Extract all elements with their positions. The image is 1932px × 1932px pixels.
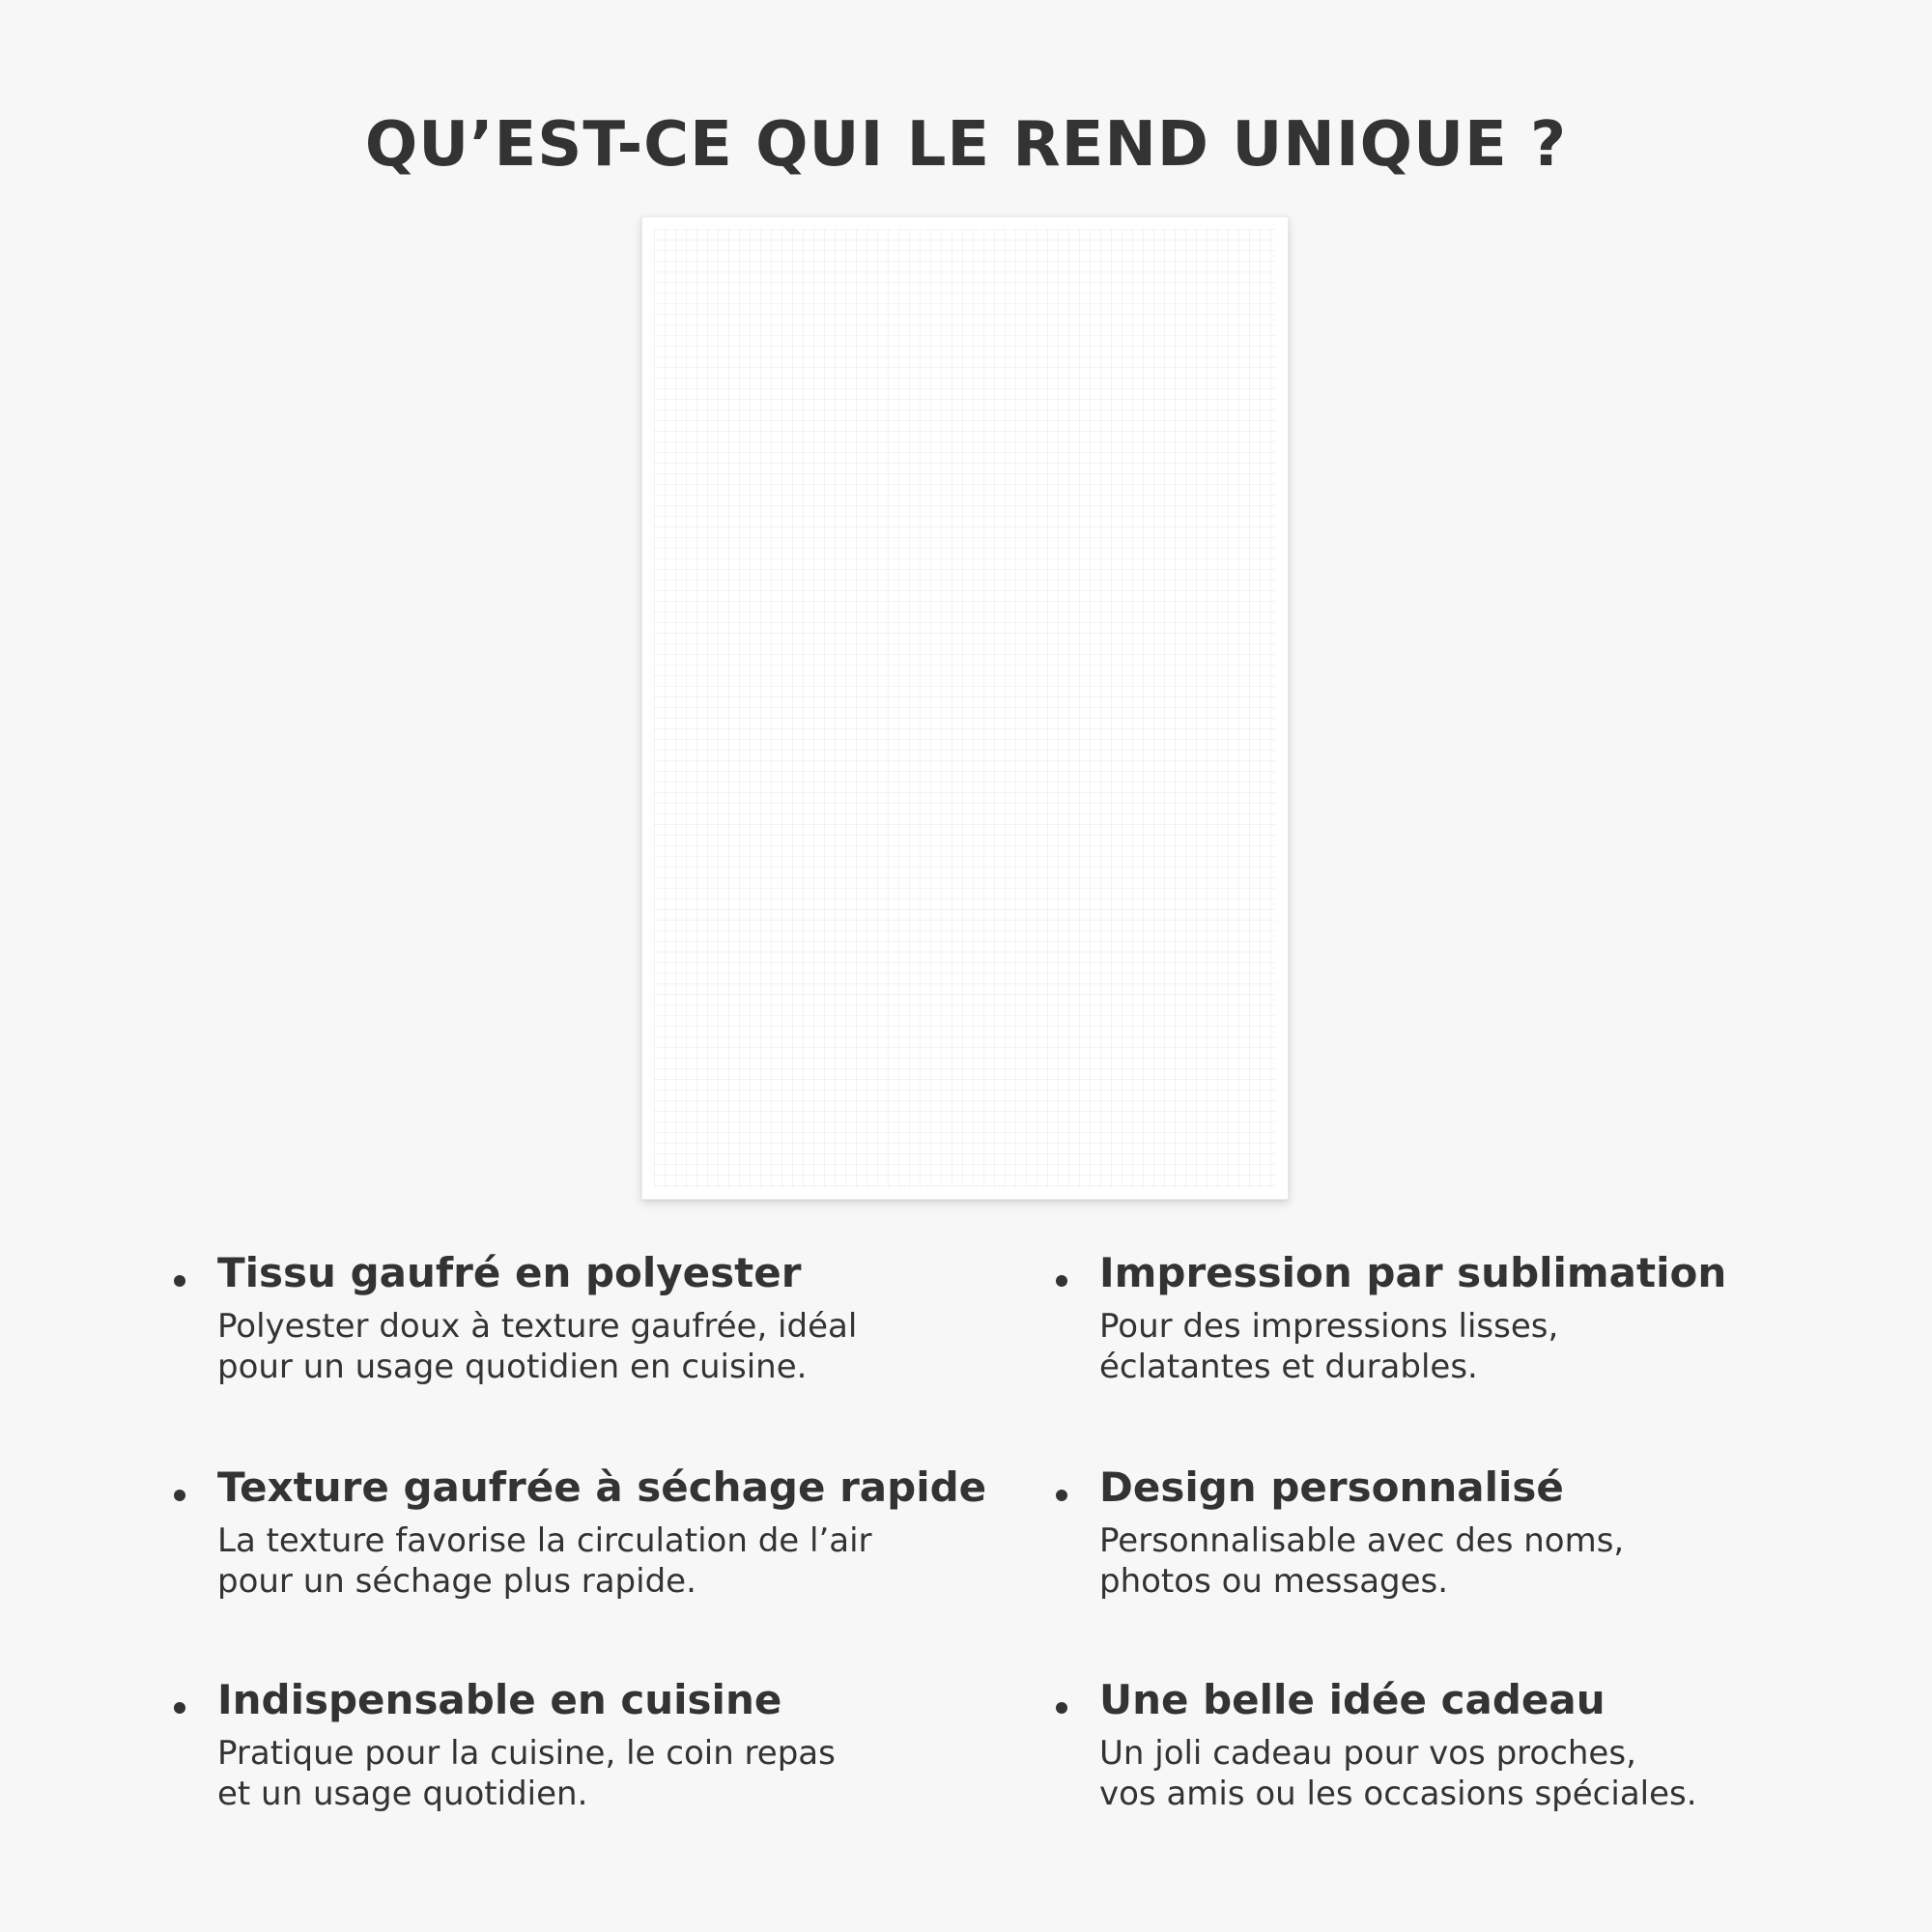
feature-title: Une belle idée cadeau bbox=[1099, 1676, 1605, 1723]
bullet-icon bbox=[1056, 1275, 1067, 1287]
feature-description: Pour des impressions lisses, éclatantes et durables. bbox=[1099, 1307, 1559, 1386]
bullet-icon bbox=[174, 1275, 185, 1287]
feature-description: Polyester doux à texture gaufrée, idéal pour un usage quotidien en cuisine. bbox=[217, 1307, 858, 1386]
feature-description: Un joli cadeau pour vos proches, vos amis ou les occasions spéciales. bbox=[1099, 1734, 1697, 1813]
waffle-texture bbox=[654, 229, 1276, 1187]
feature-title: Impression par sublimation bbox=[1099, 1249, 1727, 1296]
feature-item-quick-dry bbox=[217, 1461, 987, 1602]
feature-description: Personnalisable avec des noms, photos ou messages. bbox=[1099, 1521, 1625, 1601]
feature-title: Indispensable en cuisine bbox=[217, 1676, 782, 1723]
feature-item-custom-design bbox=[1099, 1461, 1833, 1602]
bullet-icon bbox=[174, 1702, 185, 1714]
feature-description: Pratique pour la cuisine, le coin repas et un usage quotidien. bbox=[217, 1734, 836, 1813]
feature-title: Texture gaufrée à séchage rapide bbox=[217, 1463, 987, 1511]
bullet-icon bbox=[1056, 1490, 1067, 1501]
feature-title: Design personnalisé bbox=[1099, 1463, 1564, 1511]
feature-title: Tissu gaufré en polyester bbox=[217, 1249, 802, 1296]
feature-item-gift bbox=[1099, 1673, 1833, 1814]
feature-description: La texture favorise la circulation de l’air pour un séchage plus rapide. bbox=[217, 1521, 872, 1601]
waffle-towel-image bbox=[641, 216, 1289, 1200]
bullet-icon bbox=[174, 1490, 185, 1501]
bullet-icon bbox=[1056, 1702, 1067, 1714]
feature-item-kitchen bbox=[217, 1673, 952, 1814]
feature-item-printing bbox=[1099, 1246, 1833, 1387]
page-title: QU’EST-CE QUI LE REND UNIQUE ? bbox=[364, 109, 1568, 181]
feature-item-fabric bbox=[217, 1246, 952, 1387]
